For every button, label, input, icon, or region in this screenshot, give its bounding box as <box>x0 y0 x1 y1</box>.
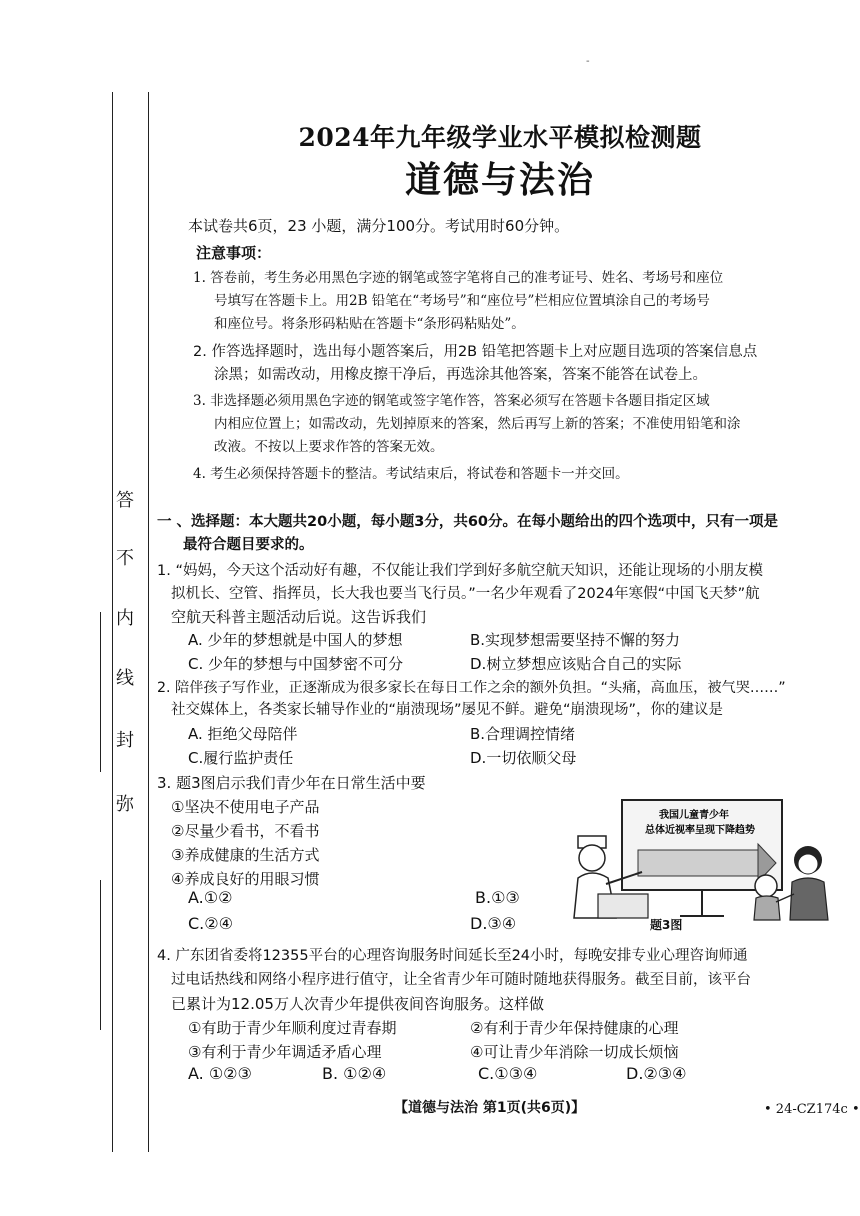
notice-line: 改液。不按以上要求作答的答案无效。 <box>214 439 444 455</box>
question-1-text: 1. “妈妈，今天这个活动好有趣，不仅能让我们学到好多航空航天知识，还能让现场的小朋友模 <box>157 563 763 579</box>
margin-line-inner <box>148 92 149 1152</box>
question-4-text: 已累计为12.05万人次青少年提供夜间咨询服务。这样做 <box>171 995 544 1013</box>
question-3-option-b: B.①③ <box>475 888 520 907</box>
question-3-item: ②尽量少看书，不看书 <box>171 822 320 840</box>
exam-title: 2024年九年级学业水平模拟检测题 <box>298 123 702 152</box>
question-4-item: ②有利于青少年保持健康的心理 <box>470 1019 679 1037</box>
top-mark: - <box>586 56 590 67</box>
question-1-option-c: C. 少年的梦想与中国梦密不可分 <box>188 655 404 673</box>
seal-char-da: 答 <box>116 490 134 511</box>
question-4-item: ①有助于青少年顺利度过青春期 <box>188 1019 397 1037</box>
notice-line: 4. 考生必须保持答题卡的整洁。考试结束后，将试卷和答题卡一并交回。 <box>193 466 629 482</box>
paper-code: • 24-CZ174c • <box>764 1102 860 1117</box>
question-4-item: ③有利于青少年调适矛盾心理 <box>188 1043 382 1061</box>
question-1-option-a: A. 少年的梦想就是中国人的梦想 <box>188 631 403 649</box>
question-1-text: 空航天科普主题活动后说。这告诉我们 <box>171 608 427 626</box>
section-heading-cont: 最符合题目要求的。 <box>183 537 314 553</box>
exam-intro: 本试卷共6页，23 小题，满分100分。考试用时60分钟。 <box>188 217 570 235</box>
notice-line: 号填写在答题卡上。用2B 铅笔在“考场号”和“座位号”栏相应位置填涂自己的考场号 <box>214 293 710 309</box>
section-heading: 一 、选择题：本大题共20小题，每小题3分，共60分。在每小题给出的四个选项中，只有一项是 <box>157 514 778 530</box>
figure-q3-illustration <box>570 798 832 926</box>
question-4-item: ④可让青少年消除一切成长烦恼 <box>470 1043 679 1061</box>
notice-line: 3. 非选择题必须用黑色字迹的钢笔或签字笔作答，答案必须写在答题卡各题目指定区域 <box>193 393 710 409</box>
seal-char-mi: 弥 <box>116 794 134 815</box>
question-2-option-a: A. 拒绝父母陪伴 <box>188 725 298 743</box>
question-2-text: 2. 陪伴孩子写作业，正逐渐成为很多家长在每日工作之余的额外负担。“头痛，高血压，被气哭……” <box>157 680 786 696</box>
question-3-item: ④养成良好的用眼习惯 <box>171 870 320 888</box>
seal-char-bu: 不 <box>116 548 134 569</box>
notice-line: 2. 作答选择题时，选出每小题答案后，用2B 铅笔把答题卡上对应题目选项的答案信息点 <box>193 344 758 360</box>
question-2-option-b: B.合理调控情绪 <box>470 725 576 743</box>
question-2-option-d: D.一切依顺父母 <box>470 749 577 767</box>
question-3-item: ①坚决不使用电子产品 <box>171 798 320 816</box>
question-4-option-b: B. ①②④ <box>322 1064 387 1083</box>
figure-q3-caption: 题3图 <box>650 918 683 932</box>
question-3-option-a: A.①② <box>188 888 233 907</box>
margin-dash-2 <box>100 880 101 1030</box>
question-3-option-c: C.②④ <box>188 914 233 933</box>
question-3-option-d: D.③④ <box>470 914 517 933</box>
figure-board-line2: 总体近视率呈现下降趋势 <box>645 825 755 836</box>
question-4-text: 过电话热线和网络小程序进行值守，让全省青少年可随时随地获得服务。截至目前，该平台 <box>171 972 751 988</box>
question-1-text: 拟机长、空管、指挥员，长大我也要当飞行员。”一名少年观看了2024年寒假“中国飞天梦”航 <box>171 586 760 602</box>
question-2-option-c: C.履行监护责任 <box>188 749 294 767</box>
notice-heading: 注意事项： <box>196 244 272 262</box>
notice-line: 内相应位置上；如需改动，先划掉原来的答案，然后再写上新的答案；不准使用铅笔和涂 <box>214 416 741 432</box>
question-4-option-c: C.①③④ <box>478 1064 538 1083</box>
seal-char-feng: 封 <box>116 730 134 751</box>
figure-board-line1: 我国儿童青少年 <box>659 810 729 821</box>
notice-line: 1. 答卷前，考生务必用黑色字迹的钢笔或签字笔将自己的准考证号、姓名、考场号和座位 <box>193 270 724 286</box>
question-1-option-b: B.实现梦想需要坚持不懈的努力 <box>470 631 681 649</box>
page-footer: 【道德与法治 第1页(共6页)】 <box>394 1100 586 1116</box>
question-3-item: ③养成健康的生活方式 <box>171 846 320 864</box>
question-3-text: 3. 题3图启示我们青少年在日常生活中要 <box>157 774 426 792</box>
question-4-option-a: A. ①②③ <box>188 1064 252 1083</box>
question-1-option-d: D.树立梦想应该贴合自己的实际 <box>470 655 682 673</box>
margin-dash-1 <box>100 612 101 772</box>
question-2-text: 社交媒体上，各类家长辅导作业的“崩溃现场”屡见不鲜。避免“崩溃现场”，你的建议是 <box>171 702 724 718</box>
question-4-text: 4. 广东团省委将12355平台的心理咨询服务时间延长至24小时，每晚安排专业心理咨询师通 <box>157 948 748 964</box>
subject-title: 道德与法治 <box>404 159 595 201</box>
notice-line: 和座位号。将条形码粘贴在答题卡“条形码粘贴处”。 <box>214 316 525 332</box>
seal-char-nei: 内 <box>116 608 134 629</box>
notice-line: 涂黑；如需改动，用橡皮擦干净后，再选涂其他答案，答案不能答在试卷上。 <box>214 367 707 383</box>
seal-char-xian: 线 <box>116 668 134 689</box>
question-4-option-d: D.②③④ <box>626 1064 687 1083</box>
